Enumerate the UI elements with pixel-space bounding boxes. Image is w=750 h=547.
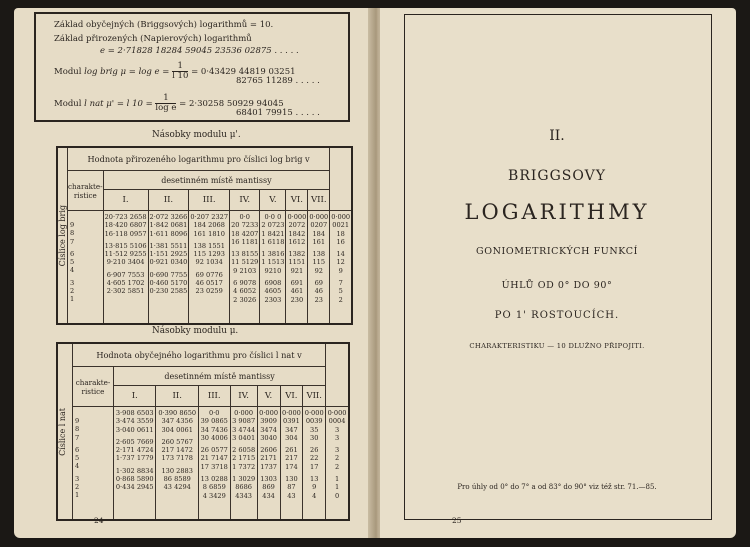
table1-values-col-6: 0·000 0207 184 161 138 115 92 69 46 23	[308, 211, 330, 325]
table2-side-header: Číslice l nat	[57, 343, 73, 520]
modul-value: = 0·43429 44819 03251	[191, 67, 296, 77]
modulus-formula-box	[34, 12, 350, 122]
table2-col-1: I.	[114, 386, 156, 407]
table2-values-col-2: 0·0 39 0865 34 7436 30 4006 26 0577 21 7147 17 3718 13 0288 8 6859 4 3429	[198, 407, 230, 521]
e-value-line: e = 2·71828 18284 59045 23536 02875 . . . . .	[100, 46, 299, 56]
modul-value: = 2·30258 50929 94045	[179, 99, 284, 109]
right-footnote: Pro úhly od 0° do 7° a od 83° do 90° viz též str. 71.—85.	[457, 483, 657, 491]
modul-symbol: l nat	[84, 99, 104, 109]
section-roman: II.	[549, 128, 565, 144]
modul-equation: μ = log e =	[120, 67, 170, 77]
table1-values-col-1: 2·072 3266 1·842 0681 1·611 8096 1·381 5511 1·151 2925 0·921 0340 0·690 7755 0·460 5170 0·230 2585	[148, 211, 189, 325]
table1-values-col-2: 0·207 2327 184 2068 161 1810 138 1551 115 1293 92 1034 69 0776 46 0517 23 0259	[189, 211, 230, 325]
modul-fraction: $\frac{1}{l 10}$	[172, 61, 189, 81]
table2-values-col-0: 3·908 6503 3·474 3559 3·040 0611 2·605 7669 2·171 4724 1·737 1779 1·302 8834 0·868 5890 0·434 2945	[114, 407, 156, 521]
modul-brig-cont: 82765 11289 . . . . .	[236, 76, 320, 86]
table2-caption: Násobky modulu μ.	[152, 326, 239, 336]
table1-values-col-3: 0·0 20 7233 18 4207 16 1181 13 8155 11 5129 9 2103 6 9078 4 6052 2 3026	[230, 211, 260, 325]
table2-values-col-4: 0·000 3909 3474 3040 2606 2171 1737 1303 869 434	[257, 407, 280, 521]
table1-header: Hodnota přirozeného logarithmu pro číslici log brig v	[68, 147, 330, 171]
modul-equation: μ' = l 10 =	[106, 99, 153, 109]
table1-char-header: charakte-ristice	[68, 171, 104, 211]
table2-col-2: II.	[156, 386, 198, 407]
title-logarithmy: LOGARITHMY	[464, 200, 650, 224]
table1	[56, 146, 353, 325]
table1-col-6: VI.	[286, 190, 308, 211]
briggs-base-line: Základ obyčejných (Briggsových) logarithmů = 10.	[54, 20, 274, 30]
table1-side-header: Číslice log brig	[57, 147, 68, 324]
table2-col-6: VI.	[280, 386, 303, 407]
table2-values-col-3: 0·000 3 9087 3 4744 3 0401 2 6058 2 1715 1 7372 1 3029 8686 4343	[230, 407, 257, 521]
table2-col-3: III.	[198, 386, 230, 407]
title-increment: PO 1' ROSTOUCÍCH.	[494, 310, 620, 321]
table1-subheader: desetinném místě mantissy	[103, 171, 330, 190]
table1-col-4: IV.	[230, 190, 260, 211]
title-goniometric: GONIOMETRICKÝCH FUNKCÍ	[476, 246, 638, 257]
table2-values-col-5: 0·000 0391 347 304 261 217 174 130 87 43	[280, 407, 303, 521]
title-frame	[404, 14, 712, 520]
table1-col-7: VII.	[308, 190, 330, 211]
modul-label: Modul	[54, 67, 82, 77]
modul-nat-cont: 68401 79915 . . . . .	[236, 108, 320, 118]
napier-base-line: Základ přirozených (Napierových) logarithmů	[54, 34, 252, 44]
table2-digits: 9 8 7 6 5 4 3 2 1	[73, 407, 114, 521]
title-angles: ÚHLŮ OD 0° DO 90°	[501, 280, 613, 291]
table2	[56, 342, 350, 521]
table1-col-3: III.	[189, 190, 230, 211]
table2-values-col-6: 0·000 0039 35 30 26 22 17 13 9 4	[303, 407, 326, 521]
right-page-number: 25	[452, 516, 462, 525]
table1-caption: Násobky modulu μ'.	[152, 130, 241, 140]
left-page-number: 24	[94, 516, 104, 525]
table2-values-col-1: 0·390 8650 347 4356 304 0061 260 5767 217 1472 173 7178 130 2883 86 8589 43 4294	[156, 407, 198, 521]
table1-values-col-5: 0·000 2072 1842 1612 1382 1151 921 691 461 230	[286, 211, 308, 325]
table1-col-1: I.	[103, 190, 148, 211]
modul-label: Modul	[54, 99, 82, 109]
table1-values-col-4: 0·0 0 2 0723 1 8421 1 6118 1 3816 1 1513 9210 6908 4605 2303	[260, 211, 286, 325]
table1-col-5: V.	[260, 190, 286, 211]
table1-values-col-7: 0·000 0021 18 16 14 12 9 7 5 2	[330, 211, 352, 325]
table2-subheader: desetinném místě mantissy	[114, 367, 326, 386]
table2-char-header: charakte-ristice	[73, 367, 114, 407]
table2-col-7: VII.	[303, 386, 326, 407]
table2-col-5: V.	[257, 386, 280, 407]
title-characteristic-note: CHARAKTERISTIKU — 10 DLUŽNO PŘIPOJITI.	[469, 342, 645, 350]
modul-symbol: log brig	[84, 67, 118, 77]
table2-values-col-7: 0·000 0004 3 3 3 2 2 1 1 0	[326, 407, 349, 521]
table2-col-4: IV.	[230, 386, 257, 407]
table1-col-2: II.	[148, 190, 189, 211]
table2-header: Hodnota obyčejného logarithmu pro číslici l nat v	[73, 343, 326, 367]
modul-fraction: $\frac{1}{\text{log e}}$	[155, 93, 177, 113]
table1-values-col-0: 20·723 2658 18·420 6807 16·118 0957 13·815 5106 11·512 9255 9·210 3404 6·907 7553 4·605 1702 2·302 5851	[103, 211, 148, 325]
table1-digits: 9 8 7 6 5 4 3 2 1	[68, 211, 104, 325]
title-briggsovy: BRIGGSOVY	[508, 168, 606, 184]
